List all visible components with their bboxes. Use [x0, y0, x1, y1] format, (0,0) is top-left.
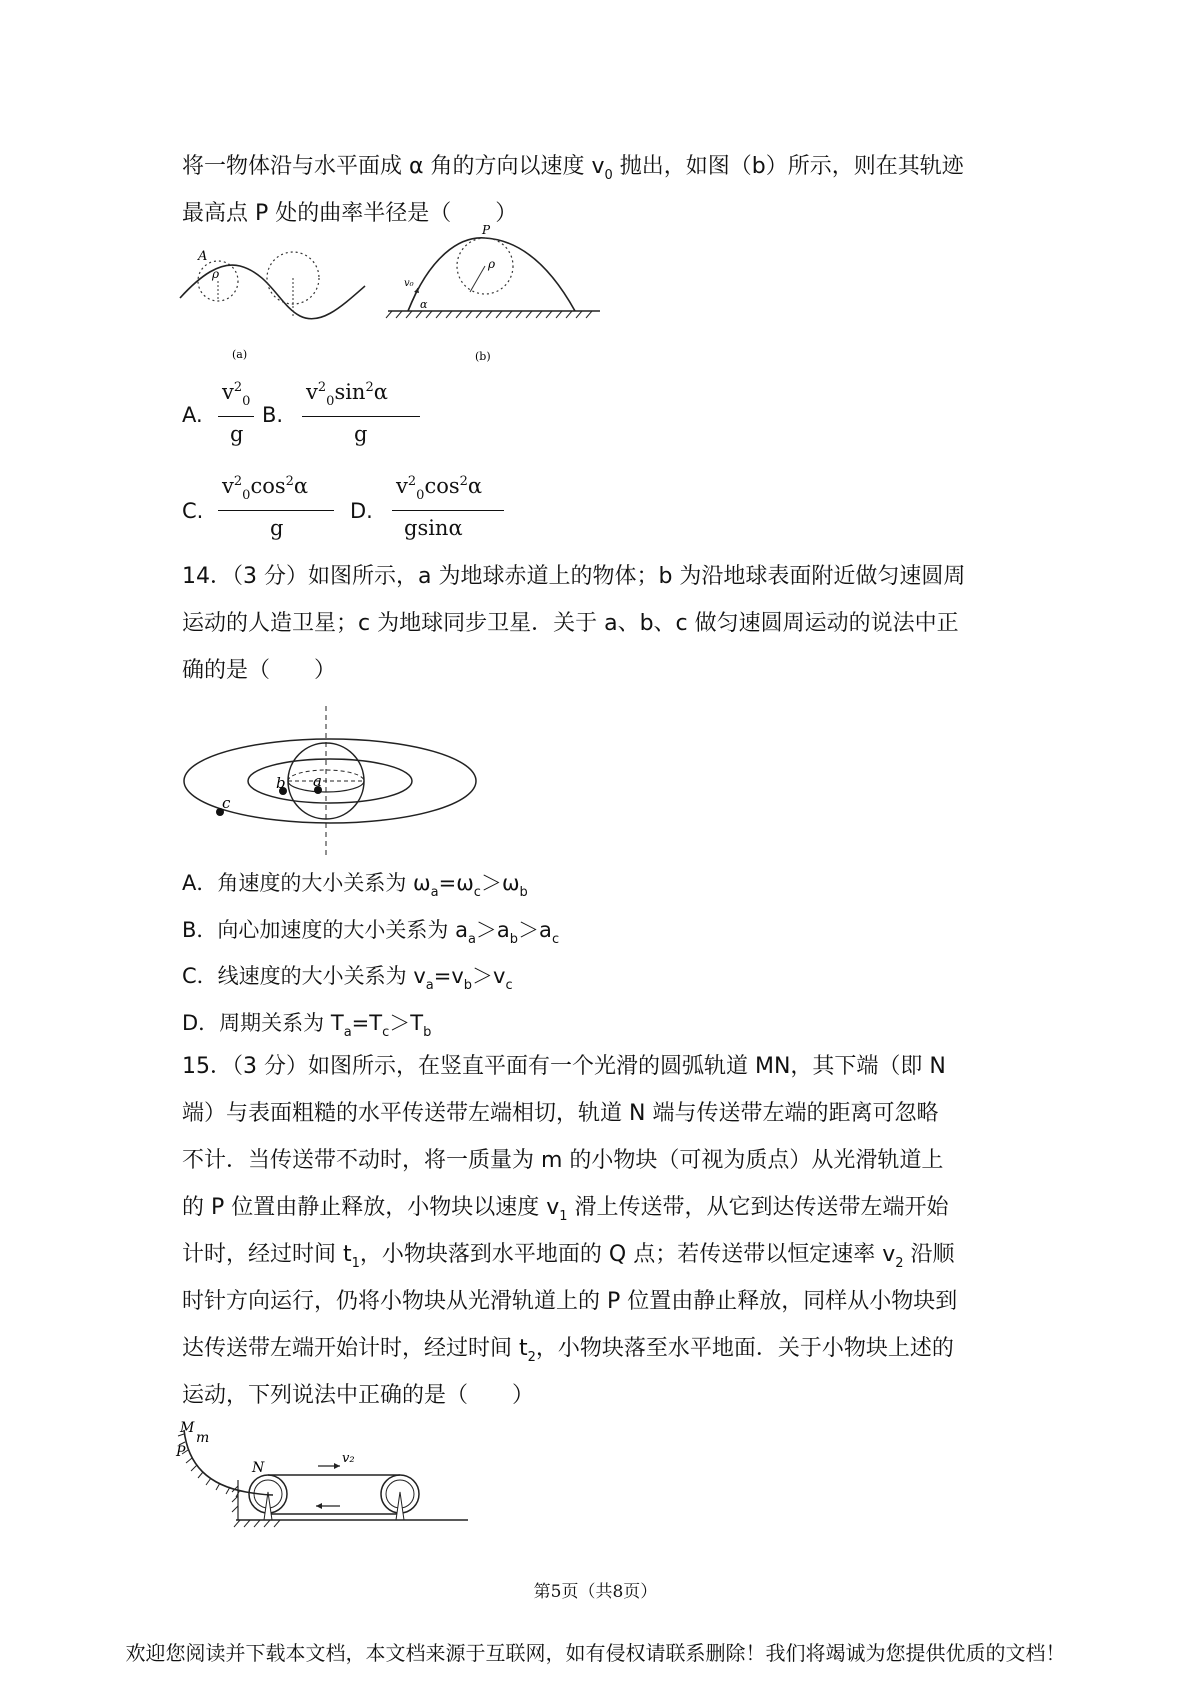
- wave-curve: [180, 265, 365, 319]
- q15-line-8: 运动，下列说法中正确的是（ ）: [182, 1383, 535, 1408]
- label-b: b: [276, 774, 286, 792]
- q15-line-4: 的 P 位置由静止释放，小物块以速度 $v_1$ 滑上传送带，从它到达传送带左端开始: [182, 1195, 949, 1224]
- parabola: [408, 238, 575, 311]
- q15-line-1: 15．（3 分）如图所示，在竖直平面有一个光滑的圆弧轨道 MN，其下端（即 N: [182, 1054, 946, 1079]
- figure-13-curvature: [180, 223, 640, 366]
- q13-option-B-frac: $v^2_0\sin^2\alpha$ g: [302, 380, 432, 450]
- footer-notice: 欢迎您阅读并下载本文档，本文档来源于互联网，如有侵权请联系删除！我们将竭诚为您提供优质的文档！: [125, 1641, 1066, 1665]
- figure-15-conveyor: [178, 1420, 498, 1550]
- q13-option-A-label: A.: [182, 403, 203, 427]
- label-v2: v₂: [342, 1451, 355, 1466]
- q13-option-D-label: D.: [350, 499, 373, 523]
- page-number: 第5页（共8页）: [533, 1582, 658, 1602]
- intro-line-2: 最高点 P 处的曲率半径是（ ）: [182, 201, 518, 226]
- q14-option-B: B．向心加速度的大小关系为 $a_a>a_b>a_c$: [182, 918, 560, 947]
- label-a: a: [313, 772, 322, 790]
- intro-line-1: 将一物体沿与水平面成 α 角的方向以速度 $v_0$ 抛出，如图（b）所示，则在其轨迹: [182, 154, 964, 183]
- label-M: M: [180, 1420, 195, 1436]
- q15-line-7: 达传送带左端开始计时，经过时间 $t_2$，小物块落至水平地面．关于小物块上述的: [182, 1336, 954, 1365]
- label-A: A: [198, 249, 208, 264]
- q15-line-2: 端）与表面粗糙的水平传送带左端相切，轨道 N 端与传送带左端的距离可忽略: [182, 1101, 939, 1126]
- q14-line-3: 确的是（ ）: [182, 658, 337, 683]
- label-c: c: [222, 794, 231, 812]
- q13-option-C-label: C.: [182, 499, 204, 523]
- q15-line-6: 时针方向运行，仍将小物块从光滑轨道上的 P 位置由静止释放，同样从小物块到: [182, 1289, 958, 1314]
- label-P: P: [176, 1444, 186, 1460]
- q14-option-D: D．周期关系为 $T_a=T_c>T_b$: [182, 1011, 432, 1040]
- label-fig-b: (b): [475, 350, 491, 363]
- label-rho-b: ρ: [488, 257, 496, 271]
- label-v0: v₀: [404, 278, 414, 289]
- q14-option-A: A．角速度的大小关系为 $\omega_a=\omega_c>\omega_b$: [182, 871, 528, 900]
- q13-option-D-frac: $v^2_0\cos^2\alpha$ gsinα: [392, 474, 512, 544]
- label-fig-a: (a): [232, 348, 248, 361]
- q15-line-5: 计时，经过时间 $t_1$，小物块落到水平地面的 Q 点；若传送带以恒定速率 $v_2$ 沿顺: [182, 1242, 955, 1271]
- q13-option-B-label: B.: [262, 403, 284, 427]
- q15-line-3: 不计．当传送带不动时，将一质量为 m 的小物块（可视为质点）从光滑轨道上: [182, 1148, 944, 1173]
- figure-14-orbits: [180, 706, 490, 856]
- label-m: m: [196, 1430, 210, 1446]
- q13-option-A-frac: $v^2_0$ g: [218, 380, 258, 450]
- label-alpha: α: [420, 298, 428, 311]
- q13-option-C-frac: $v^2_0\cos^2\alpha$ g: [218, 474, 338, 544]
- label-N: N: [252, 1460, 265, 1476]
- label-P: P: [482, 223, 491, 237]
- label-rho-a: ρ: [212, 267, 220, 281]
- q14-line-1: 14．（3 分）如图所示，a 为地球赤道上的物体；b 为沿地球表面附近做匀速圆周: [182, 564, 966, 589]
- q14-line-2: 运动的人造卫星；c 为地球同步卫星．关于 a、b、c 做匀速圆周运动的说法中正: [182, 611, 959, 636]
- q14-option-C: C．线速度的大小关系为 $v_a=v_b>v_c$: [182, 964, 513, 993]
